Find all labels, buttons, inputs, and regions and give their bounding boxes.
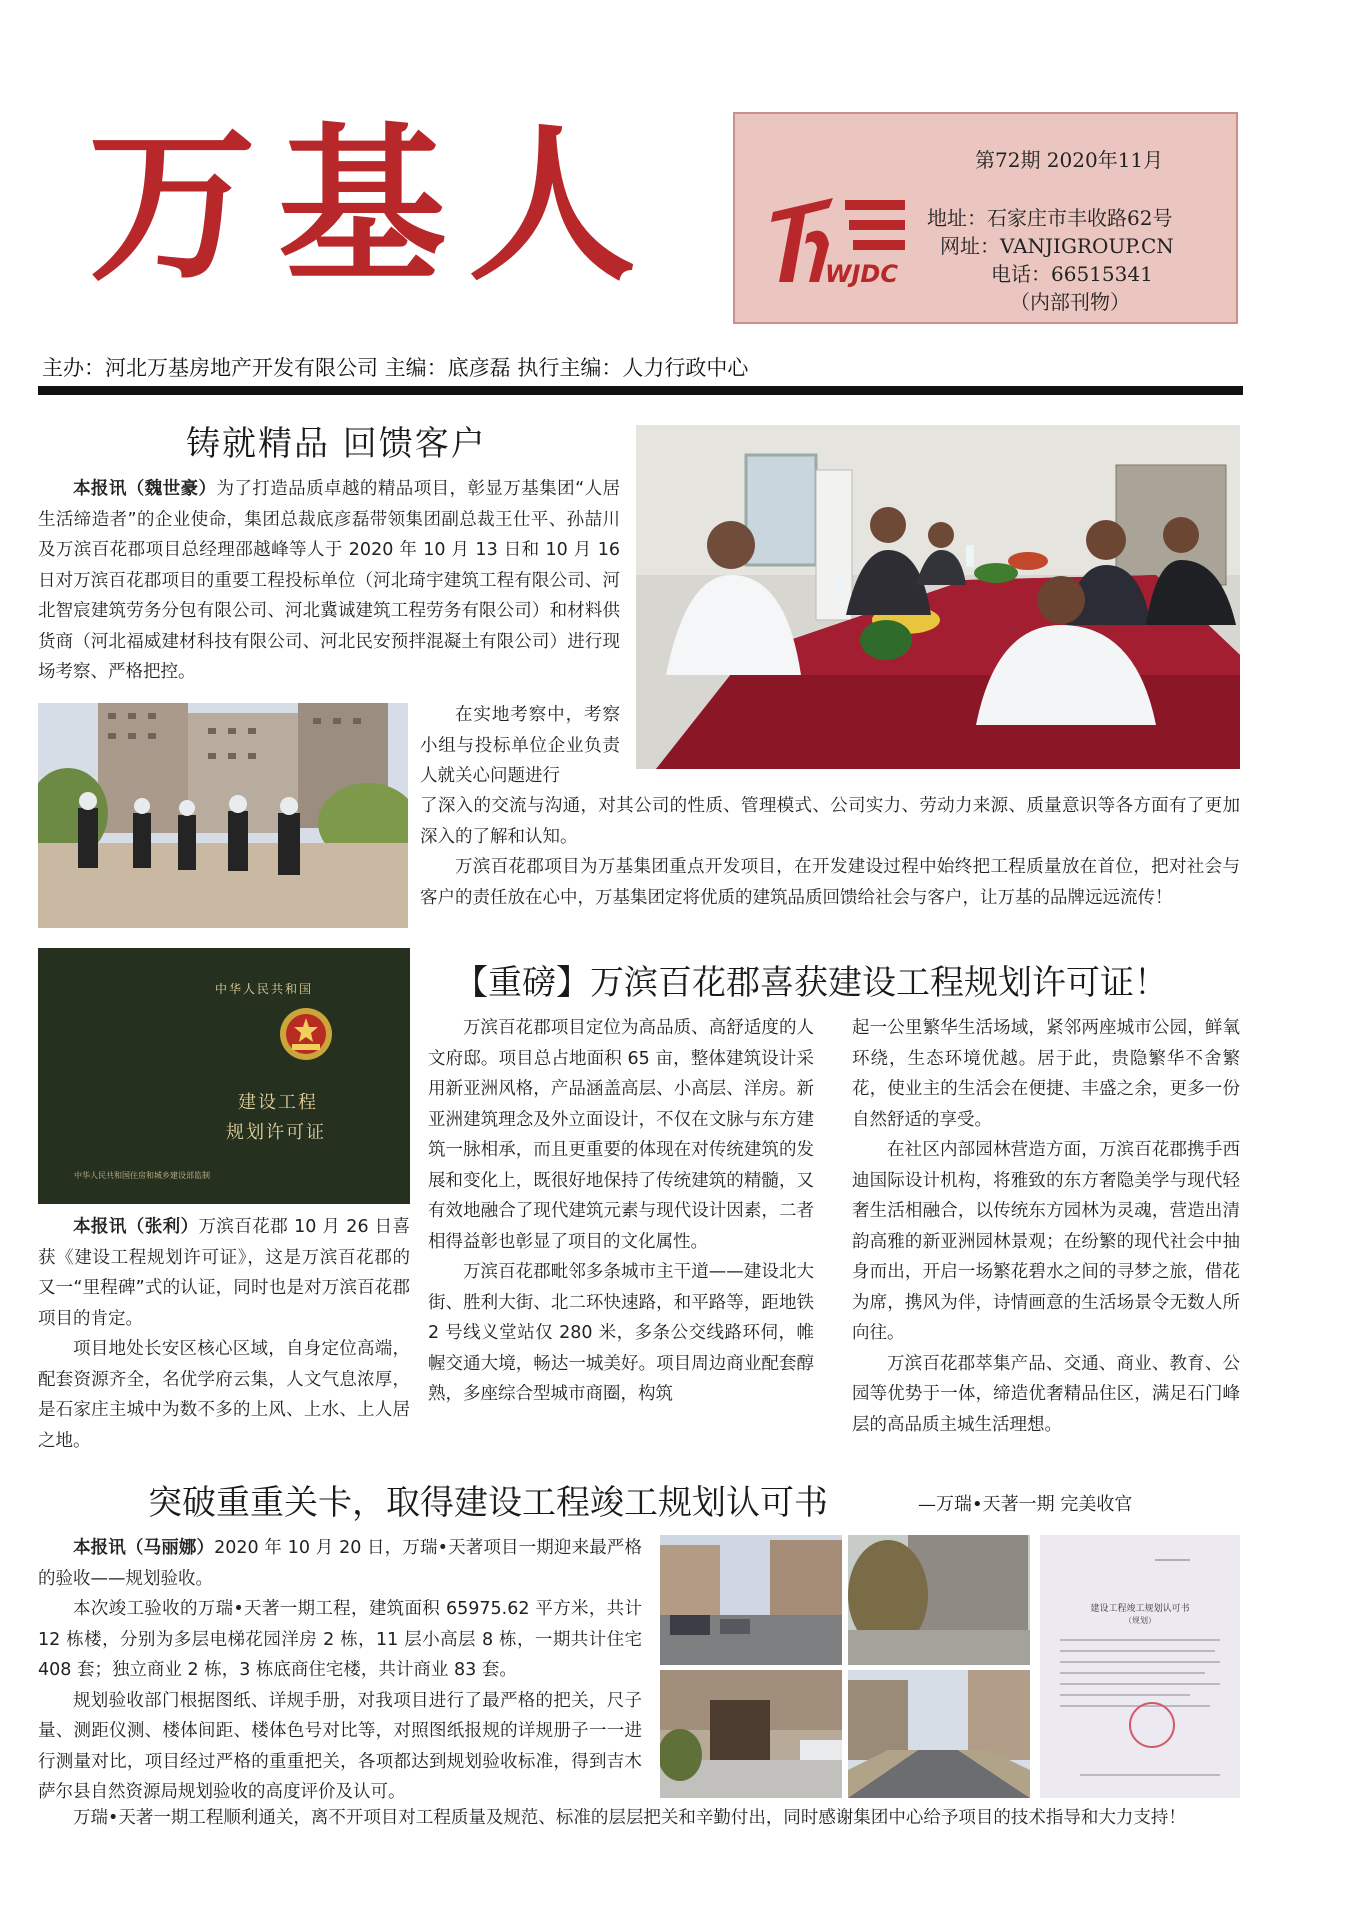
site-photo-road [848,1670,1030,1798]
article1-byline: 本报讯（魏世豪） [73,479,217,499]
article2-left-paragraph-2: 项目地处长安区核心区域，自身定位高端，配套资源齐全，名优学府云集，人文气息浓厚，是石家庄主城中为数不多的上风、上水、上人居之地。 [38,1339,410,1451]
logo-text: WJDC [825,260,898,288]
site-photo-street [660,1535,842,1665]
article3-paragraph-2: 本次竣工验收的万瑞•天著一期工程，建筑面积 65975.62 平方米，共计 12 栋楼，分别为多层电梯花园洋房 2 栋，11 层小高层 8 栋，一期共计住宅 408 套；独立商业 2 栋，3 栋底商住宅楼，共计商业 83 套。 [38,1599,642,1680]
article2-left-paragraph-1: 万滨百花郡 10 月 26 日喜获《建设工程规划许可证》，这是万滨百花郡的又一“里程碑”式的认证，同时也是对万滨百花郡项目的肯定。 [38,1217,410,1329]
phone: 电话：66515341 [991,262,1153,286]
article2-right-column [852,1013,1240,1440]
article3-byline: 本报讯（马丽娜） [73,1538,215,1558]
article2-right-paragraph-3: 万滨百花郡萃集产品、交通、商业、教育、公园等优势于一体，缔造优奢精品住区，满足石门峰层的高品质主城生活理想。 [852,1353,1240,1435]
article1-headline: 铸就精品 回馈客户 [186,424,487,464]
certificate-issuer: 中华人民共和国住房和城乡建设部监制 [74,1171,210,1180]
certificate-title-1: 建设工程 [238,1092,318,1113]
article3-text [38,1533,642,1808]
wjdc-logo [755,174,915,294]
article3-paragraph-1: 2020 年 10 月 20 日，万瑞•天著项目一期迎来最严格的验收——规划验收。 [38,1538,643,1589]
article3-paragraph-4: 万瑞•天著一期工程顺利通关，离不开项目对工程质量及规范、标准的层层把关和辛勤付出，同时感谢集团中心给予项目的技术指导和大力支持！ [73,1808,1186,1828]
sponsor-line: 主办：河北万基房地产开发有限公司 主编：底彦磊 执行主编：人力行政中心 [42,356,749,380]
document-title: 建设工程竣工规划认可书 [1090,1604,1190,1614]
address: 地址：石家庄市丰收路62号 [927,206,1173,230]
article2-right-paragraph-2: 在社区内部园林营造方面，万滨百花郡携手西迪国际设计机构，将雅致的东方奢隐美学与现代轻奢生活相融合，以传统东方园林为灵魂，营造出清韵高雅的新亚洲园林景观；在纷繁的现代社会中抽身而出，开启一场繁花碧水之间的寻梦之旅，借花为席，携风为伴，诗情画意的生活场景令无数人所向往。 [852,1140,1240,1343]
article2-right-paragraph-1: 起一公里繁华生活场域，紧邻两座城市公园，鲜氧环绕，生态环境优越。居于此，贵隐繁华不舍繁花，使业主的生活会在便捷、丰盛之余，更多一份自然舒适的享受。 [852,1018,1240,1130]
article1-paragraph-2b: 了深入的交流与沟通，对其公司的性质、管理模式、公司实力、劳动力来源、质量意识等各方面有了更加深入的了解和认知。 [420,796,1240,847]
article3-closing [38,1803,1240,1834]
article2-left-column [38,1212,410,1456]
article2-middle-column [428,1013,814,1410]
site-photo-entrance [660,1670,842,1798]
article3-subheadline: —万瑞•天著一期 完美收官 [918,1494,1133,1515]
issue-number: 第72期 2020年11月 [975,148,1164,172]
article1-paragraph-3: 万滨百花郡项目为万基集团重点开发项目，在开发建设过程中始终把工程质量放在首位，把对社会与客户的责任放在心中，万基集团定将优质的建筑品质回馈给社会与客户，让万基的品牌远远流传！ [420,857,1240,908]
certificate-title-2: 规划许可证 [226,1122,326,1143]
site-inspection-photo [38,703,408,928]
site-photo-courtyard [848,1535,1030,1665]
planning-acceptance-document [1040,1535,1240,1798]
meeting-photo [636,425,1240,769]
article1-col-text [420,700,620,792]
planning-permit-certificate [38,948,410,1204]
newspaper-title: 万基人 [88,106,658,304]
article1-wide-text [420,791,1240,913]
article2-mid-paragraph-2: 万滨百花郡毗邻多条城市主干道——建设北大街、胜利大街、北二环快速路，和平路等，距地铁 2 号线义堂站仅 280 米，多条公交线路环伺，帷幄交通大境，畅达一城美好。项目周边商业配套醇熟，多座综合型城市商圈，构筑 [428,1262,814,1404]
article1-intro [38,474,620,688]
article1-paragraph-1: 为了打造品质卓越的精品项目，彰显万基集团“人居生活缔造者”的企业使命，集团总裁底彦磊带领集团副总裁王仕平、孙喆川及万滨百花郡项目总经理邵越峰等人于 2020 年 10 月 13 日和 10 月 16 日对万滨百花郡项目的重要工程投标单位（河北琦宇建筑工程有限公司、河北智宸建筑劳务分包有限公司、河北冀诚建筑工程劳务有限公司）和材料供货商（河北福威建材科技有限公司、河北民安预拌混凝土有限公司）进行现场考察、严格把控。 [38,479,620,682]
certificate-country: 中华人民共和国 [214,982,313,996]
article2-mid-paragraph-1: 万滨百花郡项目定位为高品质、高舒适度的人文府邸。项目总占地面积 65 亩，整体建筑设计采用新亚洲风格，产品涵盖高层、小高层、洋房。新亚洲建筑理念及外立面设计，不仅在文脉与东方建筑一脉相承，而且更重要的体现在对传统建筑的发展和变化上，既很好地保持了传统建筑的精髓，又有效地融合了现代建筑元素与现代设计因素，二者相得益彰也彰显了项目的文化属性。 [428,1018,814,1252]
article2-headline: 【重磅】万滨百花郡喜获建设工程规划许可证！ [454,963,1168,1003]
website: 网址：VANJIGROUP.CN [940,234,1174,258]
national-emblem-icon [278,1006,334,1062]
internal-publication-note: （内部刊物） [1010,290,1130,314]
article1-paragraph-2a: 在实地考察中，考察小组与投标单位企业负责人就关心问题进行 [420,705,620,786]
issue-info-box [733,112,1238,324]
article3-headline: 突破重重关卡，取得建设工程竣工规划认可书 [148,1483,828,1523]
article3-paragraph-3: 规划验收部门根据图纸、详规手册，对我项目进行了最严格的把关，尺子量、测距仪测、楼体间距、楼体色号对比等，对照图纸报规的详规册子一一进行测量对比，项目经过严格的重重把关，各项都达到规划验收标准，得到吉木萨尔县自然资源局规划验收的高度评价及认可。 [38,1690,642,1802]
document-subtitle: （规划） [1124,1616,1156,1625]
article2-byline: 本报讯（张利） [73,1217,199,1237]
masthead-divider [38,386,1243,395]
